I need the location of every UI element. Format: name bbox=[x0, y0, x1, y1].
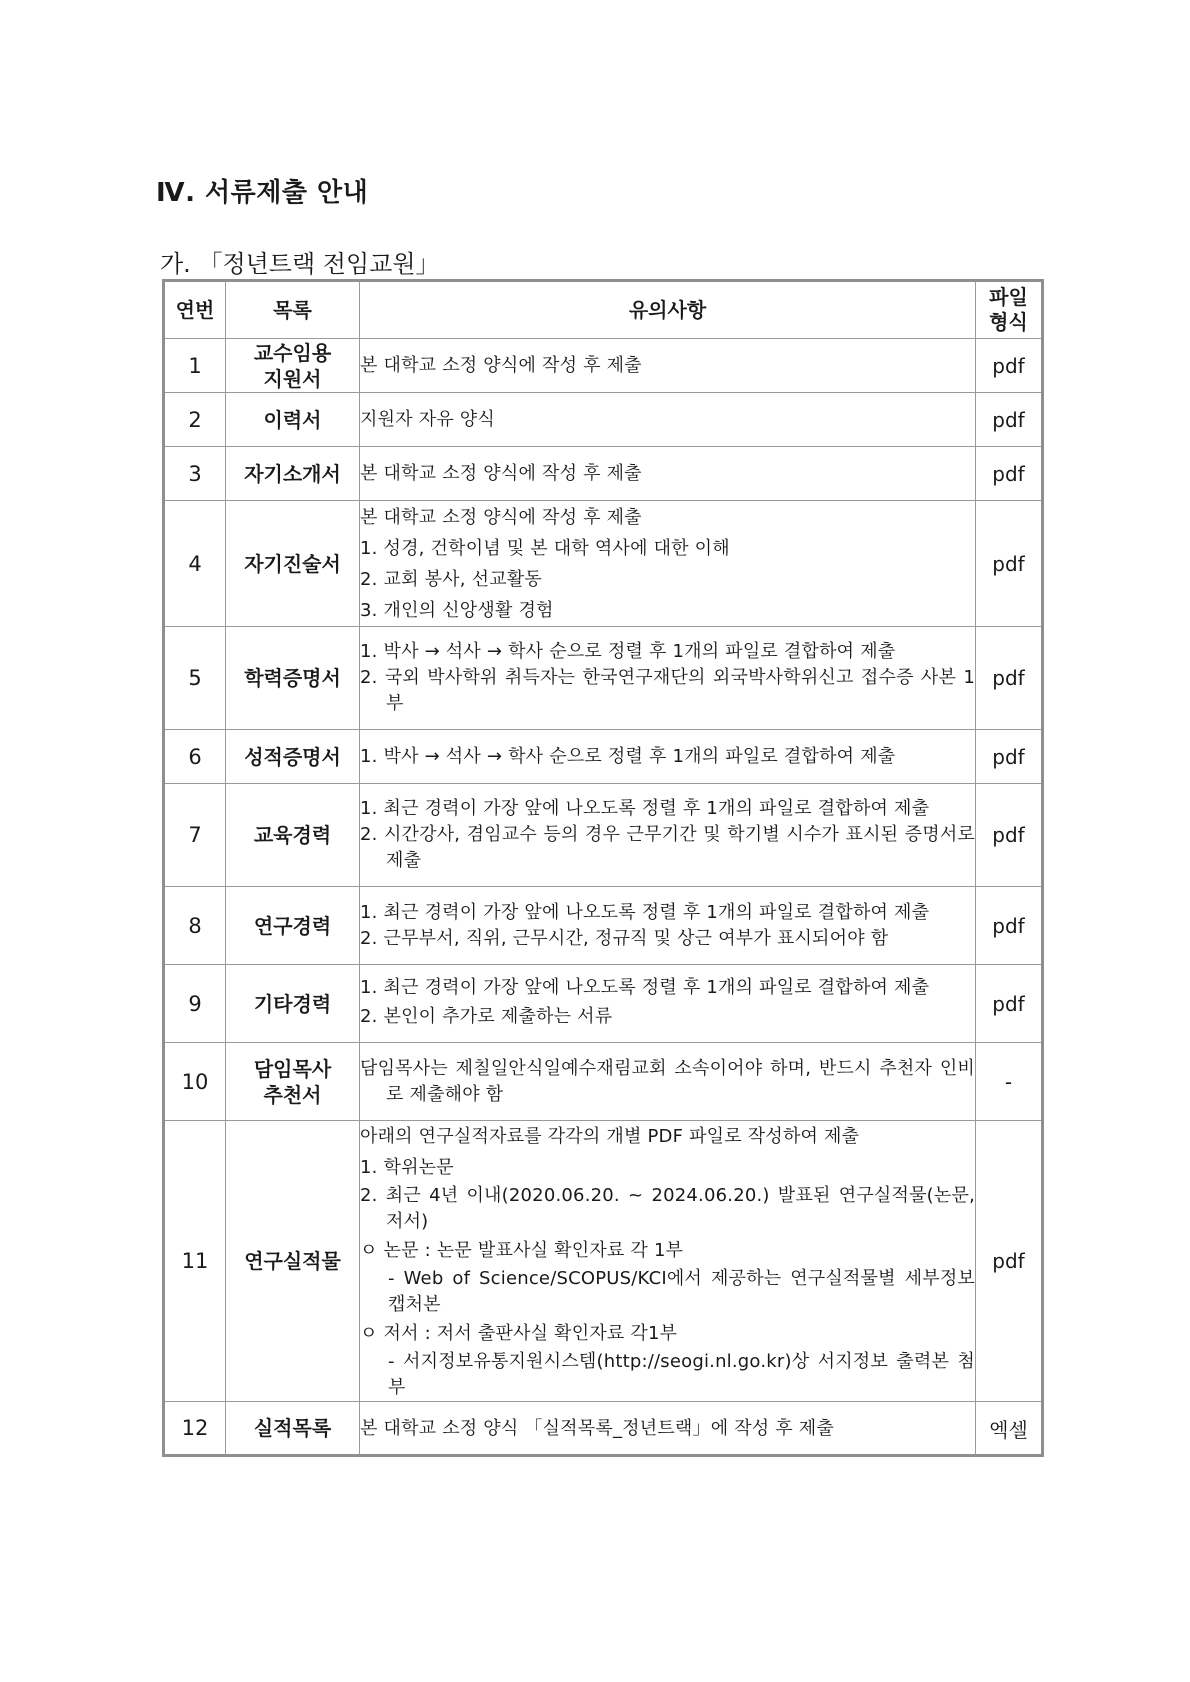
note-line: 본 대학교 소정 양식 「실적목록_정년트랙」에 작성 후 제출 bbox=[360, 1417, 834, 1439]
submission-table bbox=[162, 279, 1044, 1457]
header-name: 목록 bbox=[226, 281, 360, 339]
notes-cell bbox=[360, 887, 976, 965]
file-format: pdf bbox=[976, 447, 1043, 501]
header-format: 파일 형식 bbox=[976, 281, 1043, 339]
note-line: 지원자 자유 양식 bbox=[360, 409, 495, 430]
table-body bbox=[164, 339, 1043, 1456]
document-name: 자기소개서 bbox=[226, 447, 360, 501]
sub-title: 가. 「정년트랙 전임교원」 bbox=[160, 250, 440, 278]
section-title: Ⅳ. 서류제출 안내 bbox=[156, 178, 369, 208]
file-format: 엑셀 bbox=[976, 1402, 1043, 1456]
notes-cell bbox=[360, 339, 976, 393]
table-row bbox=[164, 730, 1043, 784]
file-format: - bbox=[976, 1043, 1043, 1121]
file-format: pdf bbox=[976, 393, 1043, 447]
file-format: pdf bbox=[976, 627, 1043, 730]
note-line: 1. 학위논문 bbox=[360, 1157, 454, 1178]
file-format: pdf bbox=[976, 501, 1043, 627]
header-no: 연번 bbox=[164, 281, 226, 339]
notes-cell bbox=[360, 627, 976, 730]
note-line: 1. 박사 → 석사 → 학사 순으로 정렬 후 1개의 파일로 결합하여 제출 bbox=[360, 745, 896, 767]
notes-cell bbox=[360, 784, 976, 887]
document-name: 연구경력 bbox=[226, 887, 360, 965]
note-line: 2. 시간강사, 겸임교수 등의 경우 근무기간 및 학기별 시수가 표시된 증명서로 제출 bbox=[360, 824, 975, 871]
note-line: 2. 국외 박사학위 취득자는 한국연구재단의 외국박사학위신고 접수증 사본 1부 bbox=[360, 667, 975, 714]
row-number: 9 bbox=[164, 965, 226, 1043]
header-note: 유의사항 bbox=[360, 281, 976, 339]
note-line: 본 대학교 소정 양식에 작성 후 제출 bbox=[360, 355, 642, 376]
file-format: pdf bbox=[976, 339, 1043, 393]
file-format: pdf bbox=[976, 784, 1043, 887]
document-name: 교육경력 bbox=[226, 784, 360, 887]
file-format: pdf bbox=[976, 730, 1043, 784]
file-format: pdf bbox=[976, 1121, 1043, 1402]
note-line: 3. 개인의 신앙생활 경험 bbox=[360, 599, 554, 621]
table-row bbox=[164, 1121, 1043, 1402]
document-name: 자기진술서 bbox=[226, 501, 360, 627]
table-row bbox=[164, 501, 1043, 627]
row-number: 4 bbox=[164, 501, 226, 627]
note-line: 2. 근무부서, 직위, 근무시간, 정규직 및 상근 여부가 표시되어야 함 bbox=[360, 927, 889, 949]
note-line: 1. 박사 → 석사 → 학사 순으로 정렬 후 1개의 파일로 결합하여 제출 bbox=[360, 641, 896, 662]
note-line: 2. 본인이 추가로 제출하는 서류 bbox=[360, 1006, 613, 1027]
table-row bbox=[164, 447, 1043, 501]
document-name: 담임목사 추천서 bbox=[226, 1043, 360, 1121]
row-number: 6 bbox=[164, 730, 226, 784]
table-header-row bbox=[164, 281, 1043, 339]
table-row bbox=[164, 339, 1043, 393]
document-name: 기타경력 bbox=[226, 965, 360, 1043]
table-row bbox=[164, 627, 1043, 730]
note-line: 본 대학교 소정 양식에 작성 후 제출 bbox=[360, 463, 642, 484]
note-line: 1. 최근 경력이 가장 앞에 나오도록 정렬 후 1개의 파일로 결합하여 제출 bbox=[360, 901, 930, 923]
document-name: 교수임용 지원서 bbox=[226, 339, 360, 393]
note-line: 1. 최근 경력이 가장 앞에 나오도록 정렬 후 1개의 파일로 결합하여 제출 bbox=[360, 977, 930, 998]
row-number: 5 bbox=[164, 627, 226, 730]
note-line: 아래의 연구실적자료를 각각의 개별 PDF 파일로 작성하여 제출 bbox=[360, 1126, 860, 1147]
table-row bbox=[164, 1402, 1043, 1456]
row-number: 11 bbox=[164, 1121, 226, 1402]
row-number: 2 bbox=[164, 393, 226, 447]
document-name: 학력증명서 bbox=[226, 627, 360, 730]
row-number: 7 bbox=[164, 784, 226, 887]
document-name: 이력서 bbox=[226, 393, 360, 447]
row-number: 1 bbox=[164, 339, 226, 393]
note-line: 1. 성경, 건학이념 및 본 대학 역사에 대한 이해 bbox=[360, 537, 730, 559]
document-name: 연구실적물 bbox=[226, 1121, 360, 1402]
notes-cell bbox=[360, 1402, 976, 1456]
notes-cell bbox=[360, 730, 976, 784]
note-line: - 서지정보유통지원시스템(http://seogi.nl.go.kr)상 서지정보 출력본 첨부 bbox=[388, 1351, 975, 1398]
row-number: 10 bbox=[164, 1043, 226, 1121]
notes-cell bbox=[360, 965, 976, 1043]
note-line: 2. 최근 4년 이내(2020.06.20. ~ 2024.06.20.) 발표된 연구실적물(논문, 저서) bbox=[360, 1185, 975, 1232]
note-line: 본 대학교 소정 양식에 작성 후 제출 bbox=[360, 506, 642, 528]
note-line: 1. 최근 경력이 가장 앞에 나오도록 정렬 후 1개의 파일로 결합하여 제출 bbox=[360, 798, 930, 819]
note-line: ㅇ 저서 : 저서 출판사실 확인자료 각1부 bbox=[360, 1323, 678, 1344]
row-number: 8 bbox=[164, 887, 226, 965]
document-name: 성적증명서 bbox=[226, 730, 360, 784]
note-line: - Web of Science/SCOPUS/KCI에서 제공하는 연구실적물별 세부정보 캡처본 bbox=[388, 1268, 975, 1315]
table-row bbox=[164, 784, 1043, 887]
notes-cell bbox=[360, 447, 976, 501]
row-number: 3 bbox=[164, 447, 226, 501]
table-row bbox=[164, 393, 1043, 447]
row-number: 12 bbox=[164, 1402, 226, 1456]
table-row bbox=[164, 887, 1043, 965]
notes-cell bbox=[360, 1043, 976, 1121]
table-row bbox=[164, 965, 1043, 1043]
note-line: 담임목사는 제칠일안식일예수재림교회 소속이어야 하며, 반드시 추천자 인비로 제출해야 함 bbox=[360, 1057, 975, 1105]
notes-cell bbox=[360, 501, 976, 627]
file-format: pdf bbox=[976, 887, 1043, 965]
note-line: ㅇ 논문 : 논문 발표사실 확인자료 각 1부 bbox=[360, 1240, 684, 1261]
document-name: 실적목록 bbox=[226, 1402, 360, 1456]
notes-cell bbox=[360, 393, 976, 447]
file-format: pdf bbox=[976, 965, 1043, 1043]
table-row bbox=[164, 1043, 1043, 1121]
note-line: 2. 교회 봉사, 선교활동 bbox=[360, 568, 542, 590]
notes-cell bbox=[360, 1121, 976, 1402]
